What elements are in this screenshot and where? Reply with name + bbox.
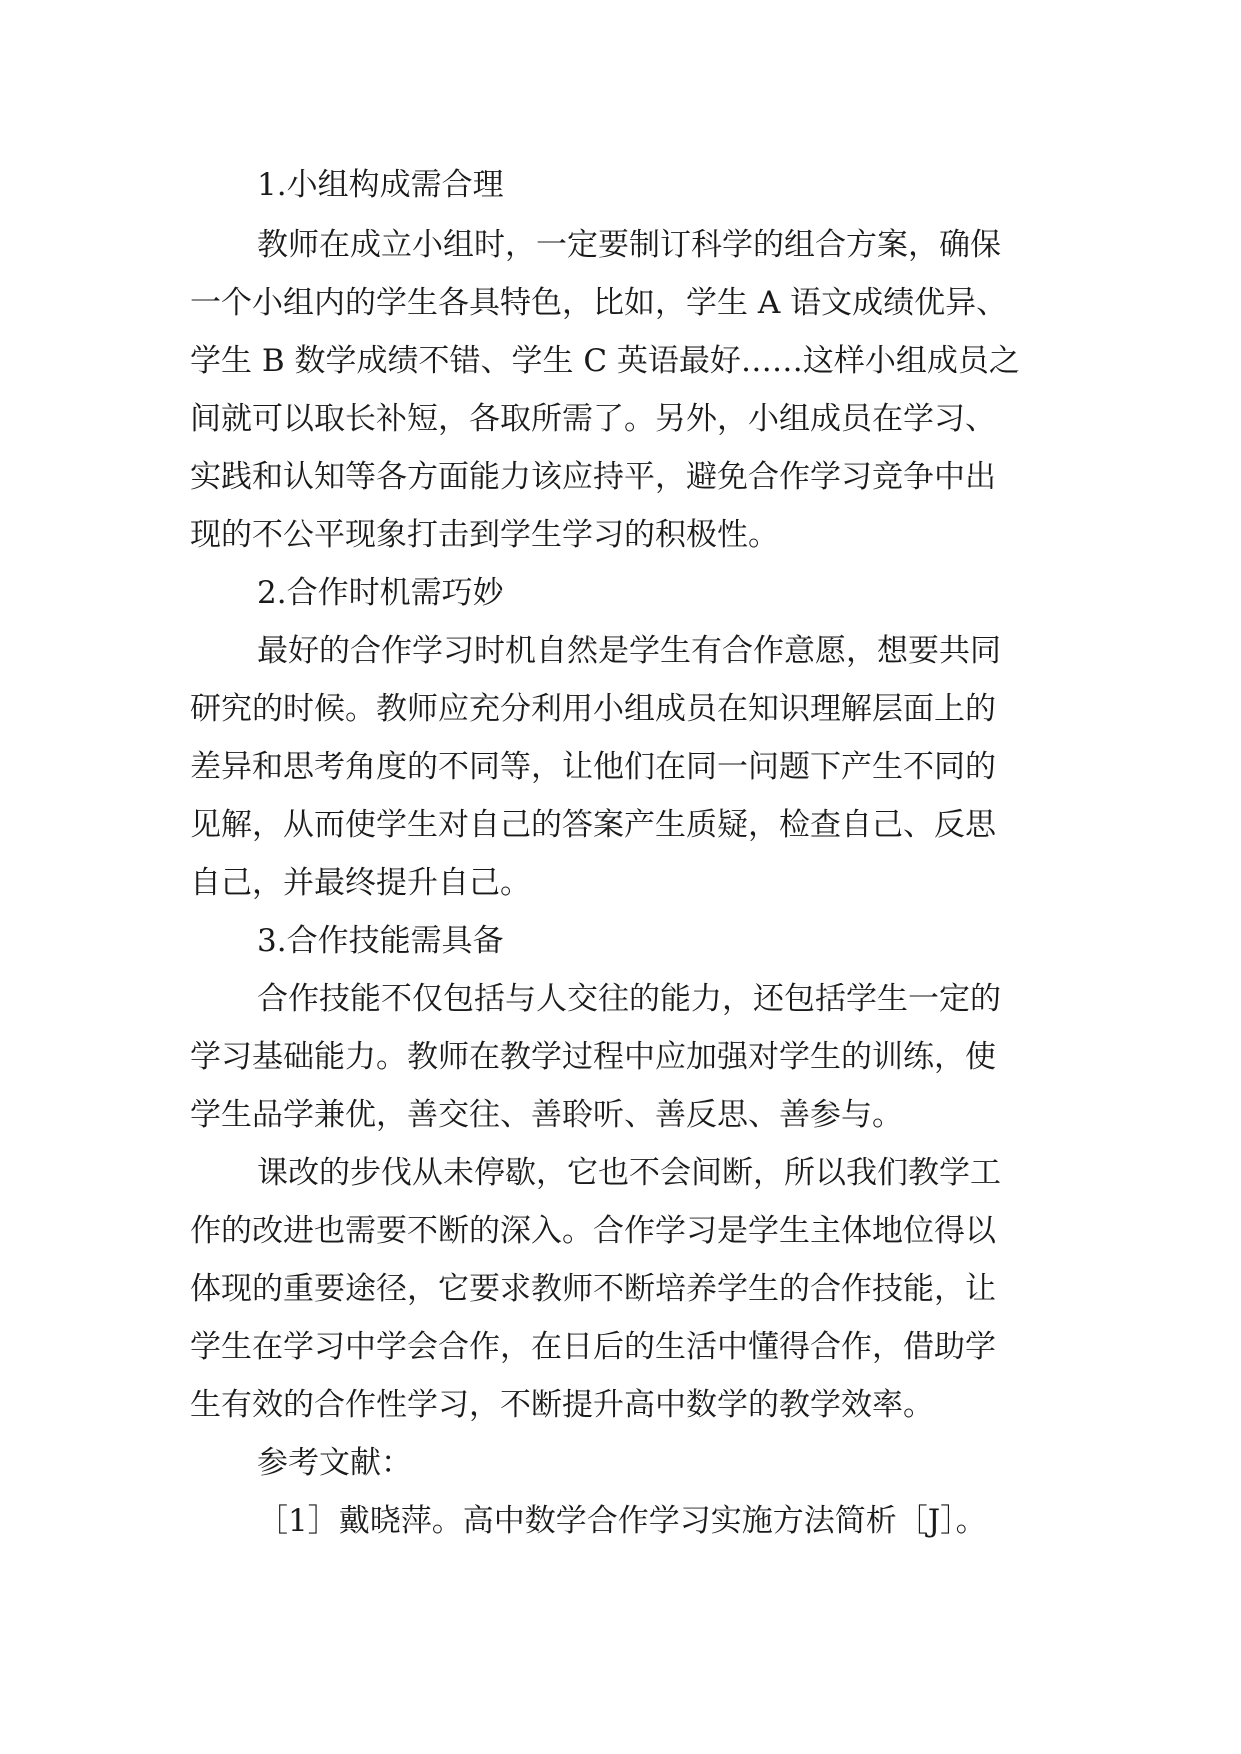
paragraph-line: 生有效的合作性学习，不断提升高中数学的教学效率。 <box>190 1387 934 1423</box>
section-heading-3: 3.合作技能需具备 <box>257 923 504 959</box>
reference-entry-1: ［1］戴晓萍。高中数学合作学习实施方法简析［J］。 <box>257 1503 987 1539</box>
paragraph-line: 作的改进也需要不断的深入。合作学习是学生主体地位得以 <box>190 1213 996 1249</box>
paragraph-line: 学习基础能力。教师在教学过程中应加强对学生的训练，使 <box>190 1039 996 1075</box>
paragraph-line: 见解，从而使学生对自己的答案产生质疑，检查自己、反思 <box>190 807 996 843</box>
paragraph-line: 学生品学兼优，善交往、善聆听、善反思、善参与。 <box>190 1097 903 1133</box>
paragraph-line: 自己，并最终提升自己。 <box>190 865 531 901</box>
paragraph-line: 现的不公平现象打击到学生学习的积极性。 <box>190 517 779 553</box>
paragraph-line: 实践和认知等各方面能力该应持平，避免合作学习竞争中出 <box>190 459 996 495</box>
paragraph-line: 研究的时候。教师应充分利用小组成员在知识理解层面上的 <box>190 691 996 727</box>
paragraph-line: 学生在学习中学会合作，在日后的生活中懂得合作，借助学 <box>190 1329 996 1365</box>
references-heading: 参考文献： <box>257 1445 412 1481</box>
paragraph-line: 一个小组内的学生各具特色，比如，学生 A 语文成绩优异、 <box>190 285 1008 321</box>
paragraph-line: 间就可以取长补短，各取所需了。另外，小组成员在学习、 <box>190 401 996 437</box>
section-heading-1: 1.小组构成需合理 <box>257 167 504 203</box>
paragraph-line: 课改的步伐从未停歇，它也不会间断，所以我们教学工 <box>257 1155 1001 1191</box>
paragraph-line: 教师在成立小组时，一定要制订科学的组合方案，确保 <box>257 227 1001 263</box>
section-heading-2: 2.合作时机需巧妙 <box>257 575 504 611</box>
paragraph-line: 差异和思考角度的不同等，让他们在同一问题下产生不同的 <box>190 749 996 785</box>
paragraph-line: 学生 B 数学成绩不错、学生 C 英语最好……这样小组成员之 <box>190 343 1020 379</box>
paragraph-line: 体现的重要途径，它要求教师不断培养学生的合作技能，让 <box>190 1271 996 1307</box>
paragraph-line: 合作技能不仅包括与人交往的能力，还包括学生一定的 <box>257 981 1001 1017</box>
paragraph-line: 最好的合作学习时机自然是学生有合作意愿，想要共同 <box>257 633 1001 669</box>
